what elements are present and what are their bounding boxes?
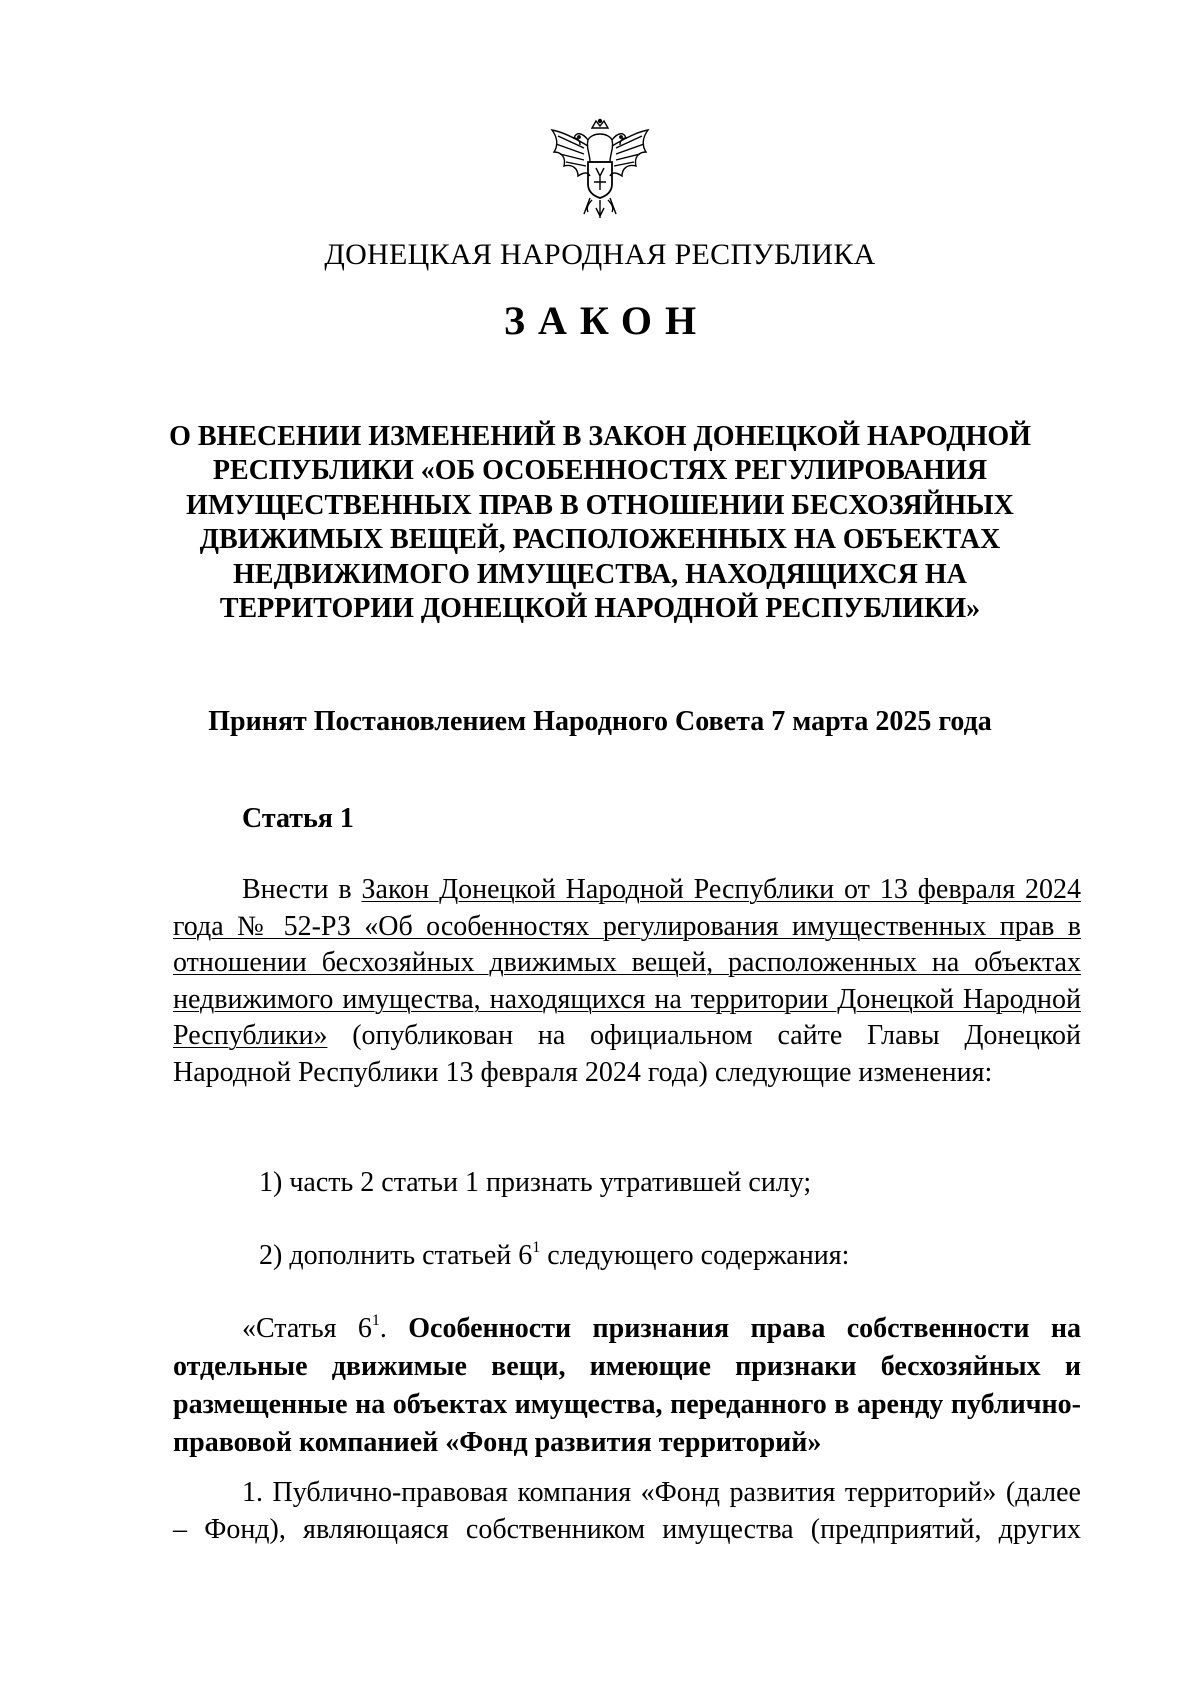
new-article-heading — [173, 1310, 1081, 1462]
new-article-paragraph-1: 1. Публично-правовая компания «Фонд развития территорий» (далее – Фонд), являющаяся собственником имущества (предприятий, других — [173, 1477, 1081, 1545]
referenced-law-link[interactable]: Закон Донецкой Народной Республики от 13 февраля 2024 года № 52-РЗ «Об особенностях регулирования имущественных прав в отношении бесхозяйных движимых вещей, расположенных на объектах недвижимого имущества, находящихся на территории Донецкой Народной Республики» — [173, 874, 1081, 1052]
item-2-superscript: 1 — [532, 1239, 541, 1256]
amendment-item-1: 1) часть 2 статьи 1 признать утратившей силу; — [259, 1167, 812, 1198]
intro-lead: Внести в — [242, 874, 362, 905]
republic-name: ДОНЕЦКАЯ НАРОДНАЯ РЕСПУБЛИКА — [324, 238, 876, 271]
document-type: ЗАКОН — [503, 298, 710, 343]
article-1-intro — [173, 872, 1081, 1092]
amendment-item-2 — [259, 1240, 849, 1272]
intro-tail: (опубликован на официальном сайте Главы Донецкой Народной Республики 13 февраля 2024 года) следующие изменения: — [173, 1020, 1081, 1088]
adoption-line: Принят Постановлением Народного Совета 7 марта 2025 года — [208, 706, 992, 737]
item-2-lead: 2) дополнить статьей 6 — [259, 1240, 533, 1271]
new-article-superscript: 1 — [371, 1312, 380, 1329]
item-2-tail: следующего содержания: — [540, 1240, 850, 1271]
article-1-heading: Статья 1 — [242, 803, 354, 834]
law-title: О ВНЕСЕНИИ ИЗМЕНЕНИЙ В ЗАКОН ДОНЕЦКОЙ НАРОДНОЙ РЕСПУБЛИКИ «ОБ ОСОБЕННОСТЯХ РЕГУЛИРОВАНИЯ ИМУЩЕСТВЕННЫХ ПРАВ В ОТНОШЕНИИ БЕСХОЗЯЙНЫХ ДВИЖИМЫХ ВЕЩЕЙ, РАСПОЛОЖЕННЫХ НА ОБЪЕКТАХ НЕДВИЖИМОГО ИМУЩЕСТВА, НАХОДЯЩИХСЯ НА ТЕРРИТОРИИ ДОНЕЦКОЙ НАРОДНОЙ РЕСПУБЛИКИ» — [169, 421, 1031, 625]
new-article-lead: «Статья 6 — [242, 1313, 372, 1344]
new-article-title: Особенности признания права собственности на отдельные движимые вещи, имеющие признаки бесхозяйных и размещенные на объектах имущества, переданного в аренду публично-правовой компанией «Фонд развития территорий» — [173, 1313, 1081, 1458]
new-article-dot: . — [379, 1313, 409, 1344]
coat-of-arms-icon — [544, 118, 656, 222]
